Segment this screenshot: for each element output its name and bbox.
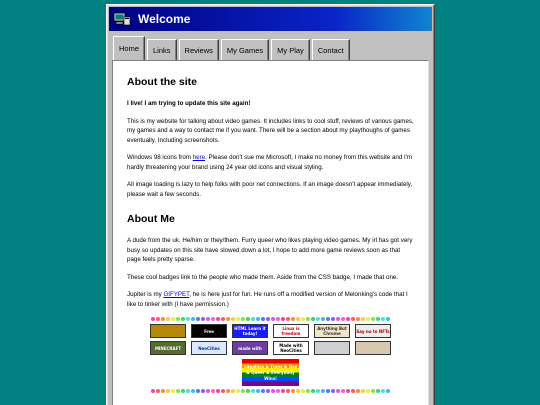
rainbow-dot [306,389,310,393]
rainbow-dot [346,317,350,321]
content-panel [112,60,429,405]
rainbow-dot [166,389,170,393]
rainbow-dot [261,317,265,321]
rainbow-dot [386,317,390,321]
rainbow-dot [166,317,170,321]
rainbow-dot [371,389,375,393]
tab-my-play[interactable]: My Play [271,39,310,60]
rainbow-dot [181,317,185,321]
rainbow-dot [276,317,280,321]
rainbow-dot [336,389,340,393]
tab-reviews[interactable]: Reviews [179,39,219,60]
rainbow-dot [236,317,240,321]
rainbow-dot [161,317,165,321]
gifypet-after: , he is here just for fun. He runs off a modified version of Melonking's code that I like to tinker with (I have permission.) [127,291,408,308]
rainbow-dot [361,389,365,393]
tab-links[interactable]: Links [147,39,177,60]
link-badge[interactable]: Anything But Chrome [314,324,350,338]
tab-contact[interactable]: Contact [312,39,350,60]
rainbow-dot [171,389,175,393]
link-badge[interactable]: Say no to NFTs [355,324,391,338]
rainbow-dot [271,389,275,393]
link-badge[interactable] [355,341,391,355]
rainbow-dot [386,389,390,393]
about-me-paragraph-3 [127,290,414,309]
link-badge[interactable]: HTML Learn it today! [232,324,268,338]
pride-flag-wrap [127,359,414,386]
link-badge[interactable]: Free [191,324,227,338]
badge-grid [127,324,414,355]
rainbow-dot [196,317,200,321]
rainbow-dot [276,389,280,393]
rainbow-dot [221,389,225,393]
rainbow-dot [191,389,195,393]
rainbow-dot [206,389,210,393]
rainbow-dots-top [127,317,414,321]
rainbow-dot [301,389,305,393]
rainbow-dot [266,317,270,321]
rainbow-dot [181,389,185,393]
icons-credit-after: . Please don't sue me Microsoft, I make no money from this website and I'm hardly threatening your brand using 24 year old icons and visual styling. [127,154,413,171]
rainbow-dot [176,389,180,393]
about-site-heading: About the site [127,76,197,88]
rainbow-dot [206,317,210,321]
tab-bar [109,39,432,60]
about-me-heading: About Me [127,213,175,225]
rainbow-dot [156,317,160,321]
rainbow-dot [176,317,180,321]
about-site-paragraph-2 [127,153,414,172]
rainbow-dot [376,389,380,393]
rainbow-dot [371,317,375,321]
rainbow-dot [381,317,385,321]
rainbow-dot [301,317,305,321]
rainbow-dot [311,317,315,321]
rainbow-dot [151,389,155,393]
rainbow-dot [291,389,295,393]
rainbow-dot [341,389,345,393]
icons-credit-before: Windows 98 icons from [127,154,193,161]
title-bar [109,7,432,31]
gifypet-link[interactable]: GIFYPET [163,291,190,298]
window-title: Welcome [138,12,191,26]
link-badge[interactable]: NeoCities [191,341,227,355]
link-badge[interactable] [314,341,350,355]
rainbow-dot [191,317,195,321]
main-window [106,4,435,405]
tab-home[interactable]: Home [113,36,145,60]
rainbow-dot [216,389,220,393]
rainbow-dot [251,389,255,393]
rainbow-dot [286,389,290,393]
rainbow-dot [236,389,240,393]
rainbow-dot [246,389,250,393]
rainbow-dot [361,317,365,321]
link-badge[interactable]: Made with NeoCities [273,341,309,355]
gifypet-before: Jupiter is my [127,291,164,298]
rainbow-dot [221,317,225,321]
rainbow-dot [231,389,235,393]
link-badge[interactable]: made with [232,341,268,355]
icons-source-link[interactable]: here [192,154,206,161]
rainbow-dot [281,389,285,393]
rainbow-dot [156,389,160,393]
rainbow-dot [351,317,355,321]
update-notice-text: I live! I am trying to update this site again! [127,100,251,107]
computer-icon [113,11,131,27]
rainbow-dot [201,389,205,393]
rainbow-dot [186,389,190,393]
rainbow-dot [296,389,300,393]
rainbow-dot [171,317,175,321]
rainbow-dot [376,317,380,321]
rainbow-dot [261,389,265,393]
about-site-paragraph-3: All image loading is lazy to help folks with poor net connections. If an image doesn't appear immediately, please wait a few seconds. [127,181,413,198]
rainbow-dot [311,389,315,393]
link-badge[interactable]: Linux is freedom [273,324,309,338]
rainbow-dot [381,389,385,393]
rainbow-dot [366,389,370,393]
rainbow-dot [346,389,350,393]
rainbow-dot [291,317,295,321]
rainbow-dot [241,389,245,393]
rainbow-dot [211,389,215,393]
rainbow-dot [331,317,335,321]
rainbow-dot [256,317,260,321]
rainbow-dot [271,317,275,321]
rainbow-dot [186,317,190,321]
rainbow-dots-bottom [127,389,414,393]
about-site-paragraph-1: This is my website for talking about video games. It includes links to cool stuff, reviews of various games, my games and a way to contact me if you want. There will be a section about my playthoughs of games eventually. Including screenshots. [127,117,414,144]
rainbow-dot [151,317,155,321]
rainbow-dot [231,317,235,321]
rainbow-dot [321,317,325,321]
about-me-paragraph-1: A dude from the uk. He/him or they/them. Furry queer who likes playing video games. My irl has got very busy so updates on this site have slowed down a lot, I hope to add more game reviews soon as that page feels pretty sparse. [127,237,413,263]
rainbow-dot [306,317,310,321]
rainbow-dot [161,389,165,393]
rainbow-dot [336,317,340,321]
rainbow-dot [341,317,345,321]
about-me-paragraph-2: These cool badges link to the people who made them. Aside from the CSS badge, I made that one. [127,273,399,281]
rainbow-dot [211,317,215,321]
rainbow-dot [256,389,260,393]
rainbow-dot [316,317,320,321]
rainbow-dot [356,389,360,393]
rainbow-dot [321,389,325,393]
rainbow-dot [351,389,355,393]
tab-my-games[interactable]: My Games [221,39,269,60]
rainbow-dot [316,389,320,393]
rainbow-dot [241,317,245,321]
rainbow-dot [251,317,255,321]
rainbow-dot [286,317,290,321]
rainbow-dot [356,317,360,321]
rainbow-dot [266,389,270,393]
rainbow-dot [201,317,205,321]
rainbow-dot [326,389,330,393]
rainbow-dot [296,317,300,321]
rainbow-dot [196,389,200,393]
rainbow-dot [226,389,230,393]
rainbow-dot [281,317,285,321]
rainbow-dot [216,317,220,321]
rainbow-dot [326,317,330,321]
rainbow-dot [246,317,250,321]
rainbow-dot [331,389,335,393]
link-badge[interactable]: MINECRAFT [150,341,186,355]
link-badge[interactable] [150,324,186,338]
update-notice [127,99,414,109]
pride-flag-badge[interactable]: Sapphics & Trans & Gay & Queer & Everybody Wins! [242,359,299,386]
rainbow-dot [226,317,230,321]
rainbow-dot [366,317,370,321]
